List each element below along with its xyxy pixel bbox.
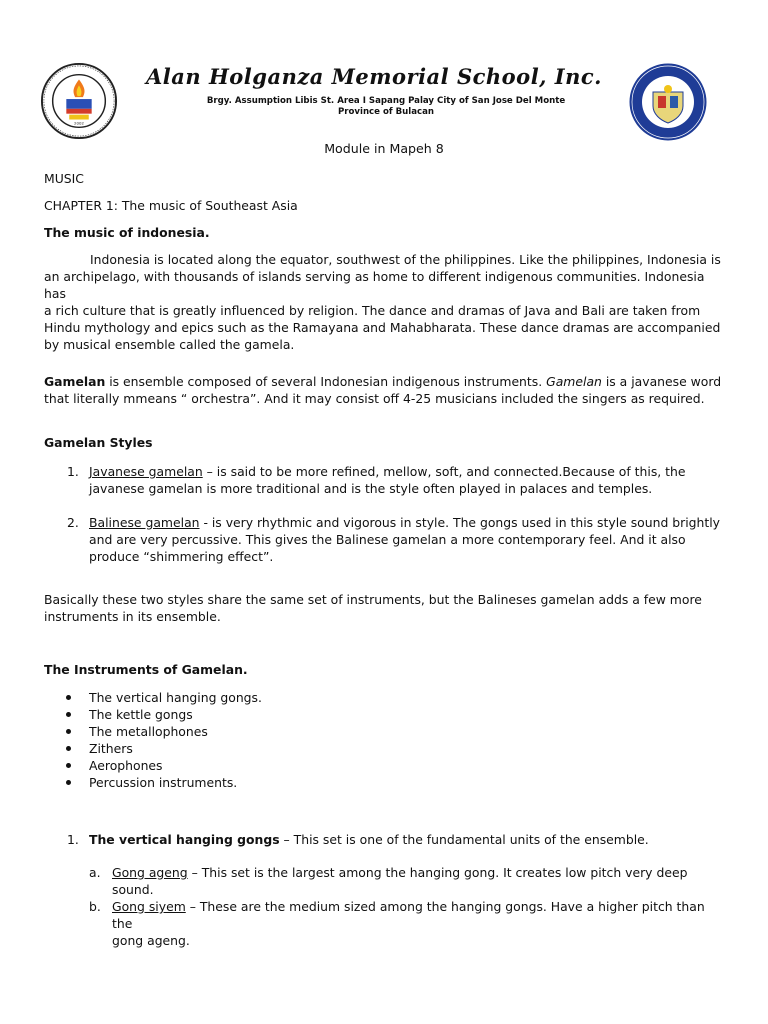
paragraph-line: Hindu mythology and epics such as the Ramayana and Mahabharata. These dance dramas are accompanied <box>44 320 721 335</box>
detail-text: – This set is one of the fundamental units of the ensemble. <box>279 832 649 847</box>
paragraph-line: Basically these two styles share the same set of instruments, but the Balineses gamelan adds a few more <box>44 592 702 607</box>
paragraph-line <box>44 373 728 390</box>
gamelan-term-italic: Gamelan <box>546 374 602 389</box>
paragraph-line: an archipelago, with thousands of islands serving as home to different indigenous communities. Indonesia has <box>44 269 705 301</box>
intro-paragraph <box>44 251 728 353</box>
instruments-heading: The Instruments of Gamelan. <box>44 662 248 677</box>
list-item-label: Zithers <box>89 741 133 756</box>
school-address: Brgy. Assumption Libis St. Area I Sapang Palay City of San Jose Del Monte <box>206 96 566 106</box>
list-item <box>44 514 728 565</box>
list-item <box>44 463 728 497</box>
gamelan-term: Gamelan <box>44 374 106 389</box>
style-term: Javanese gamelan <box>89 464 203 479</box>
list-item <box>44 831 728 848</box>
list-marker: 2. <box>67 515 79 530</box>
list-item <box>44 740 728 757</box>
bullet-icon <box>66 780 71 785</box>
list-item <box>44 864 728 898</box>
list-marker: 1. <box>67 464 79 479</box>
list-marker: a. <box>89 865 101 880</box>
module-title: Module in Mapeh 8 <box>324 141 444 156</box>
sub-list <box>44 864 728 949</box>
list-item <box>44 774 728 791</box>
definition-text: is ensemble composed of several Indonesian indigenous instruments. <box>105 374 547 389</box>
list-item <box>44 723 728 740</box>
sub-text: – These are the medium sized among the hanging gongs. Have a higher pitch than the <box>112 899 705 931</box>
paragraph-line: Indonesia is located along the equator, southwest of the philippines. Like the philippines, Indonesia is <box>90 252 721 267</box>
bullet-icon <box>66 729 71 734</box>
list-item <box>44 898 728 949</box>
list-item <box>44 689 728 706</box>
bullet-icon <box>66 763 71 768</box>
deped-seal-icon <box>628 62 708 142</box>
style-text: and are very percussive. This gives the Balinese gamelan a more contemporary feel. And it also <box>89 532 686 547</box>
section-heading: The music of indonesia. <box>44 225 210 240</box>
basically-paragraph <box>44 591 728 625</box>
svg-text:2002: 2002 <box>74 120 84 126</box>
styles-heading: Gamelan Styles <box>44 435 153 450</box>
subject-label: MUSIC <box>44 171 84 186</box>
paragraph-line: a rich culture that is greatly influenced by religion. The dance and dramas of Java and Bali are taken from <box>44 303 701 318</box>
school-province: Province of Bulacan <box>337 107 435 117</box>
chapter-heading: CHAPTER 1: The music of Southeast Asia <box>44 198 298 213</box>
list-item-label: The vertical hanging gongs. <box>89 690 262 705</box>
gamelan-definition <box>44 373 728 407</box>
list-item <box>44 757 728 774</box>
sub-text: – This set is the largest among the hanging gong. It creates low pitch very deep <box>187 865 688 880</box>
sub-text: gong ageng. <box>112 933 190 948</box>
bullet-icon <box>66 712 71 717</box>
instruments-list <box>44 689 728 791</box>
paragraph-line: instruments in its ensemble. <box>44 609 221 624</box>
school-name: Alan Holganza Memorial School, Inc. <box>146 64 602 89</box>
definition-text: is a javanese word <box>601 374 722 389</box>
detail-list <box>44 831 728 848</box>
style-text: – is said to be more refined, mellow, soft, and connected.Because of this, the <box>202 464 686 479</box>
detail-term: The vertical hanging gongs <box>89 832 280 847</box>
list-marker: 1. <box>67 832 79 847</box>
list-item-label: Aerophones <box>89 758 163 773</box>
list-marker: b. <box>89 899 101 914</box>
list-item-label: Percussion instruments. <box>89 775 238 790</box>
style-text: - is very rhythmic and vigorous in style. The gongs used in this style sound brightly <box>199 515 721 530</box>
style-text: produce “shimmering effect”. <box>89 549 274 564</box>
paragraph-line: by musical ensemble called the gamela. <box>44 337 295 352</box>
school-seal-icon <box>40 62 118 140</box>
list-item-label: The metallophones <box>89 724 208 739</box>
list-item-label: The kettle gongs <box>89 707 193 722</box>
sub-text: sound. <box>112 882 154 897</box>
bullet-icon <box>66 746 71 751</box>
bullet-icon <box>66 695 71 700</box>
sub-term: Gong ageng <box>112 865 188 880</box>
styles-list <box>44 463 728 565</box>
paragraph-line: that literally mmeans “ orchestra”. And it may consist off 4-25 musicians included the singers as required. <box>44 391 705 406</box>
style-term: Balinese gamelan <box>89 515 200 530</box>
list-item <box>44 706 728 723</box>
style-text: javanese gamelan is more traditional and is the style often played in palaces and temples. <box>89 481 653 496</box>
sub-term: Gong siyem <box>112 899 186 914</box>
